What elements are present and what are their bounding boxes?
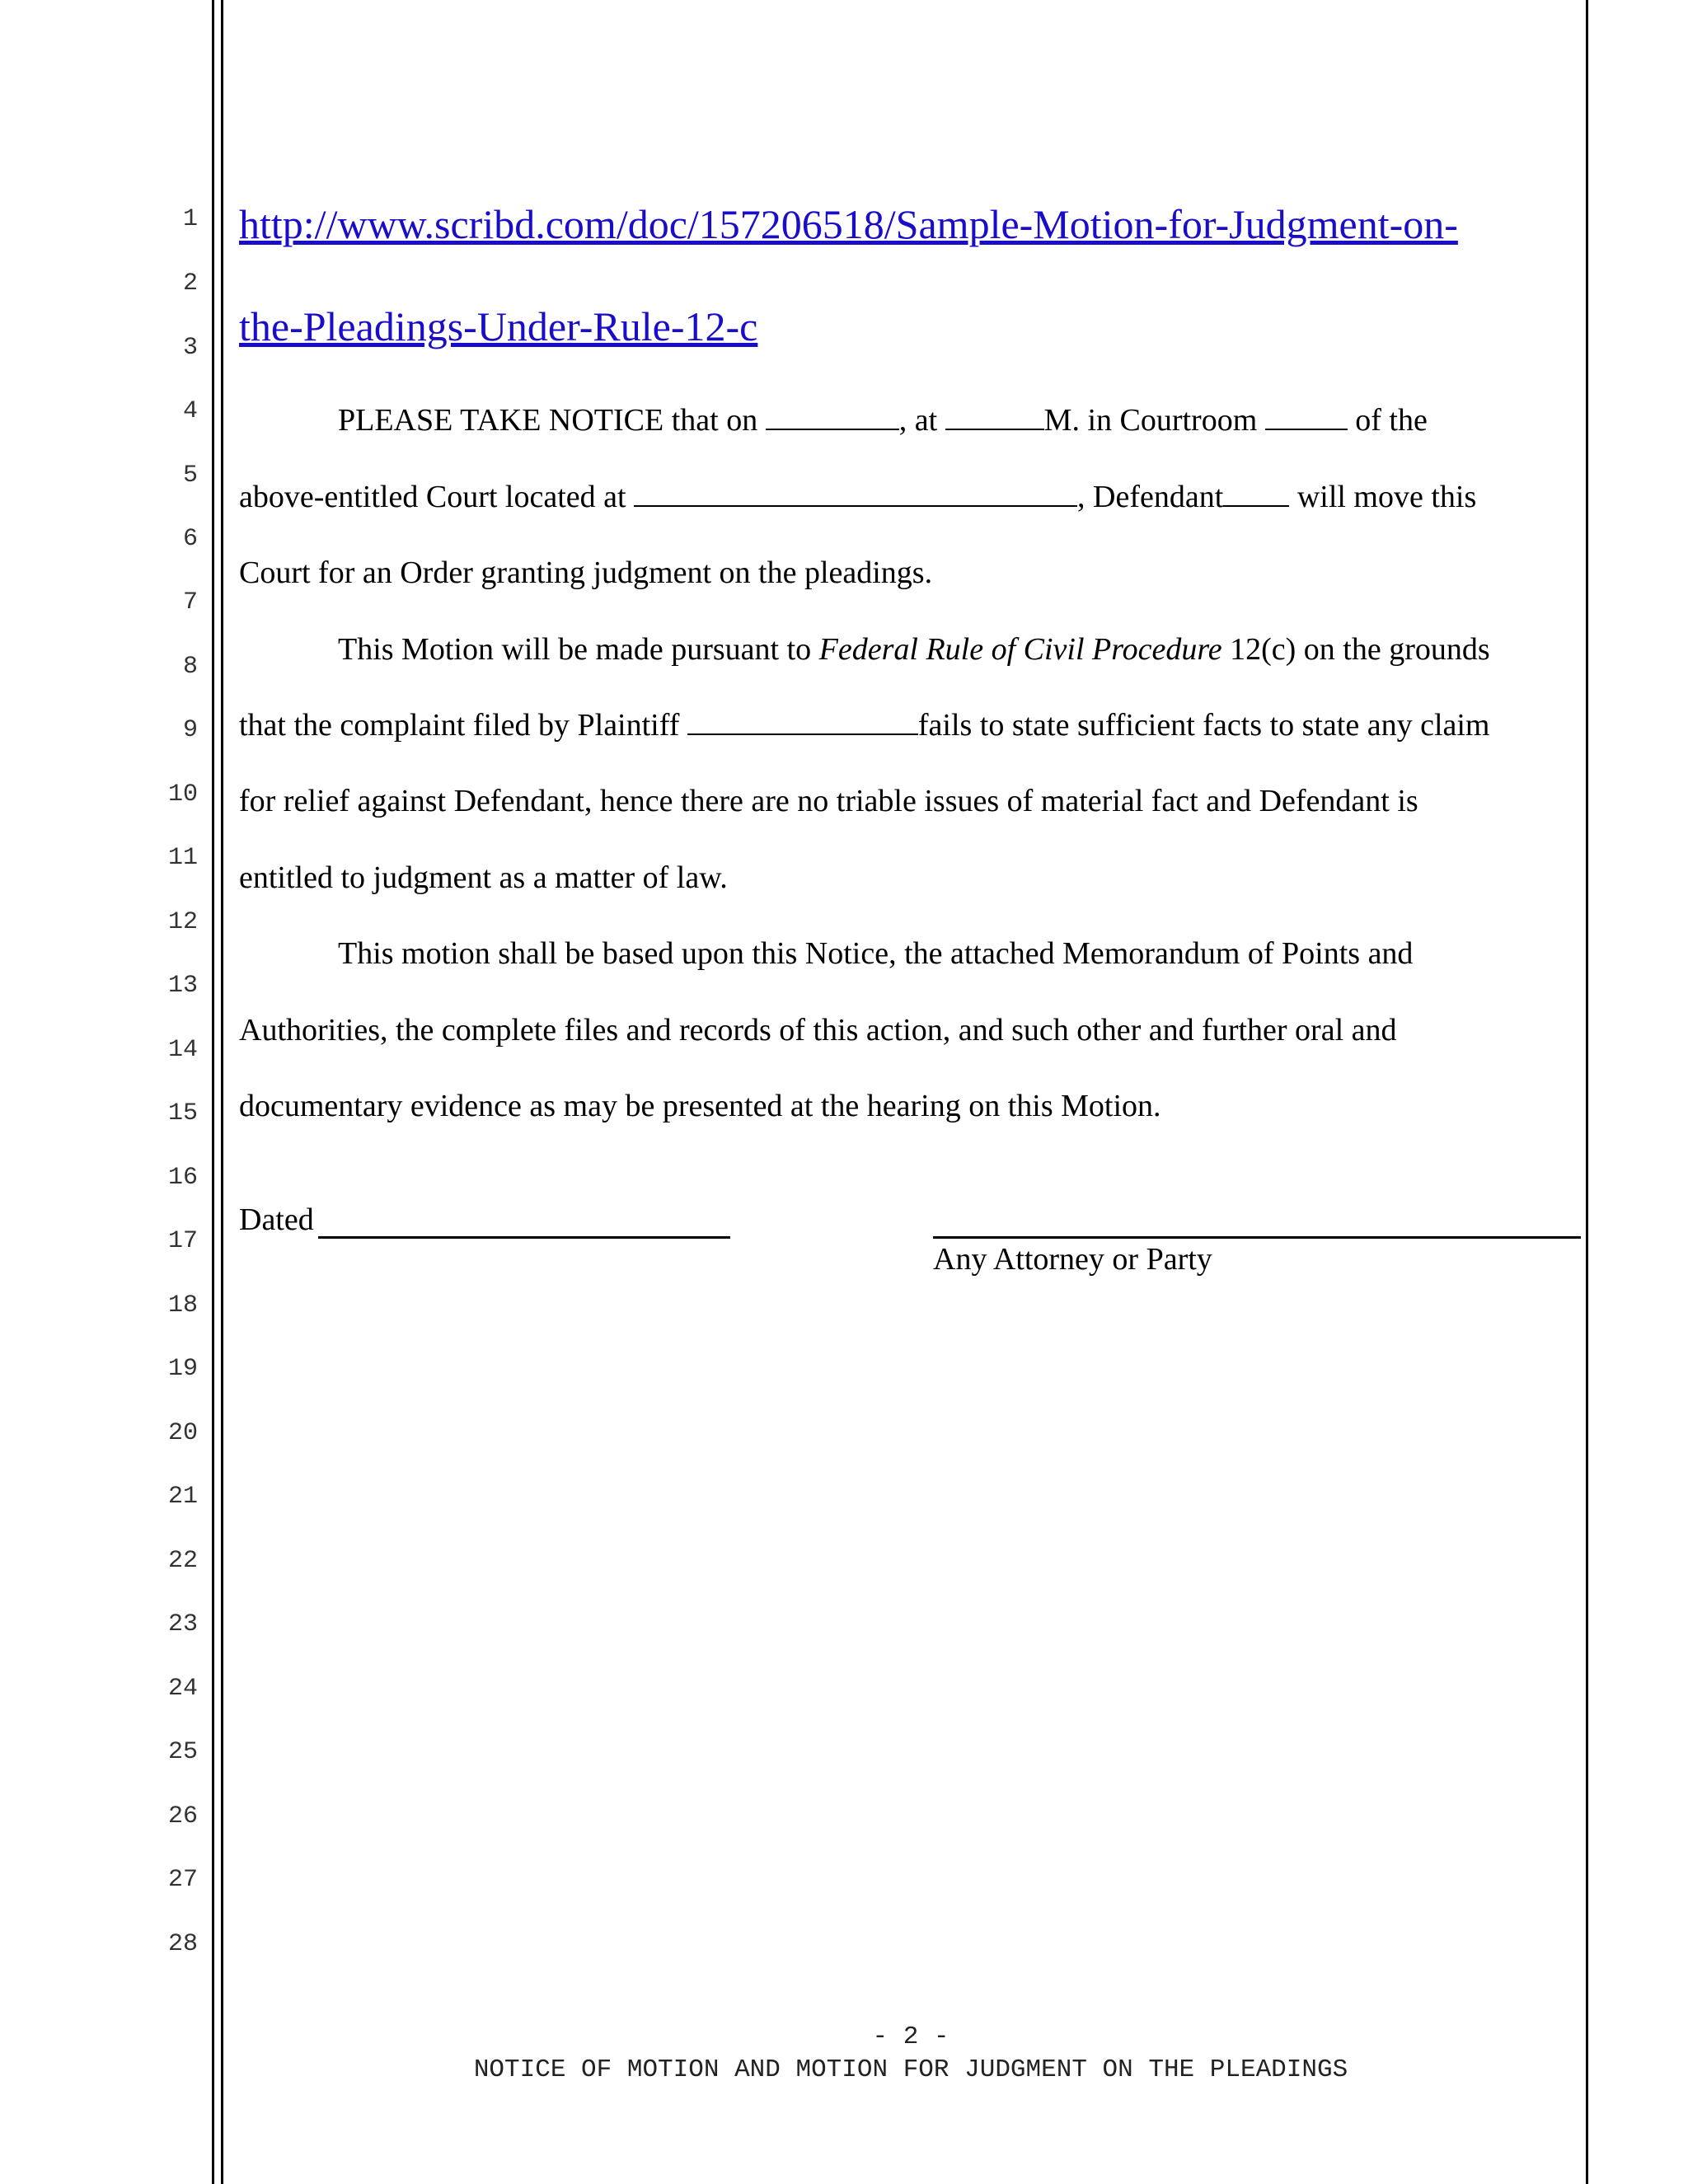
text: will move this: [1289, 480, 1477, 514]
text: , at: [898, 403, 945, 438]
para1-line-2: [239, 479, 1476, 515]
para3-line-1: This motion shall be based upon this Notice, the attached Memorandum of Points and: [338, 936, 1414, 971]
line-numbers: [148, 0, 198, 2184]
line-number: 8: [182, 653, 198, 681]
line-number: 25: [167, 1738, 198, 1766]
para2-line-2: [239, 707, 1490, 743]
text: This Motion will be made pursuant to: [338, 632, 819, 667]
para3-line-3: documentary evidence as may be presented at the hearing on this Motion.: [239, 1089, 1161, 1123]
left-margin-rule: [212, 0, 214, 2184]
line-number: 14: [167, 1036, 198, 1064]
time-blank: [945, 404, 1044, 430]
source-link-line-1[interactable]: http://www.scribd.com/doc/157206518/Sample-Motion-for-Judgment-on-: [239, 201, 1458, 247]
plaintiff-blank: [687, 709, 918, 735]
source-link-line-2[interactable]: the-Pleadings-Under-Rule-12-c: [239, 303, 758, 349]
para2-line-3: for relief against Defendant, hence there are no triable issues of material fact and Defendant is: [239, 784, 1418, 818]
line-number: 6: [182, 525, 198, 553]
para1-line-1: [239, 402, 1428, 438]
line-number: 7: [182, 588, 198, 616]
text: 12(c) on the grounds: [1221, 632, 1490, 667]
line-number: 16: [167, 1164, 198, 1192]
text: of the: [1347, 403, 1428, 438]
line-number: 18: [167, 1291, 198, 1319]
dated-label: Dated: [239, 1202, 314, 1237]
line-number: 21: [167, 1483, 198, 1511]
para2-line-1: [239, 631, 1490, 668]
line-number: 26: [167, 1802, 198, 1830]
line-number: 5: [182, 462, 198, 490]
line-number: 12: [167, 908, 198, 936]
line-number: 17: [167, 1227, 198, 1255]
line-number: 2: [182, 269, 198, 298]
right-margin-rule: [1586, 0, 1588, 2184]
line-number: 22: [167, 1547, 198, 1575]
line-number: 23: [167, 1610, 198, 1638]
defendant-blank: [1223, 480, 1289, 507]
location-blank: [634, 480, 1077, 507]
para2-line-4: entitled to judgment as a matter of law.: [239, 860, 728, 895]
line-number: 9: [182, 716, 198, 744]
line-number: 15: [167, 1099, 198, 1127]
left-margin-rule-inner: [221, 0, 223, 2184]
line-number: 28: [167, 1930, 198, 1958]
line-number: 11: [167, 844, 198, 872]
italic-text: Federal Rule of Civil Procedure: [818, 632, 1222, 667]
date-blank: [766, 404, 899, 430]
para1-line-3: Court for an Order granting judgment on the pleadings.: [239, 555, 933, 590]
text: that the complaint filed by Plaintiff: [239, 708, 687, 743]
line-number: 1: [182, 205, 198, 233]
text: M. in Courtroom: [1043, 403, 1265, 438]
line-number: 4: [182, 397, 198, 425]
signer-label: Any Attorney or Party: [933, 1242, 1212, 1277]
attorney-signature-line: [933, 1236, 1581, 1239]
line-number: 27: [167, 1866, 198, 1894]
page-number: - 2 -: [872, 2022, 950, 2051]
footer-title: NOTICE OF MOTION AND MOTION FOR JUDGMENT ON THE PLEADINGS: [473, 2055, 1348, 2084]
text: fails to state sufficient facts to state any claim: [917, 708, 1490, 743]
courtroom-blank: [1265, 404, 1348, 430]
line-number: 24: [167, 1675, 198, 1703]
text: above-entitled Court located at: [239, 480, 635, 514]
dated-signature-line: [318, 1236, 730, 1239]
line-number: 3: [182, 334, 198, 362]
line-number: 19: [167, 1355, 198, 1383]
para3-line-2: Authorities, the complete files and records of this action, and such other and further oral and: [239, 1013, 1397, 1047]
line-number: 13: [167, 972, 198, 1000]
text: , Defendant: [1077, 480, 1224, 514]
text: PLEASE TAKE NOTICE that on: [338, 403, 766, 438]
line-number: 10: [167, 780, 198, 808]
line-number: 20: [167, 1419, 198, 1447]
